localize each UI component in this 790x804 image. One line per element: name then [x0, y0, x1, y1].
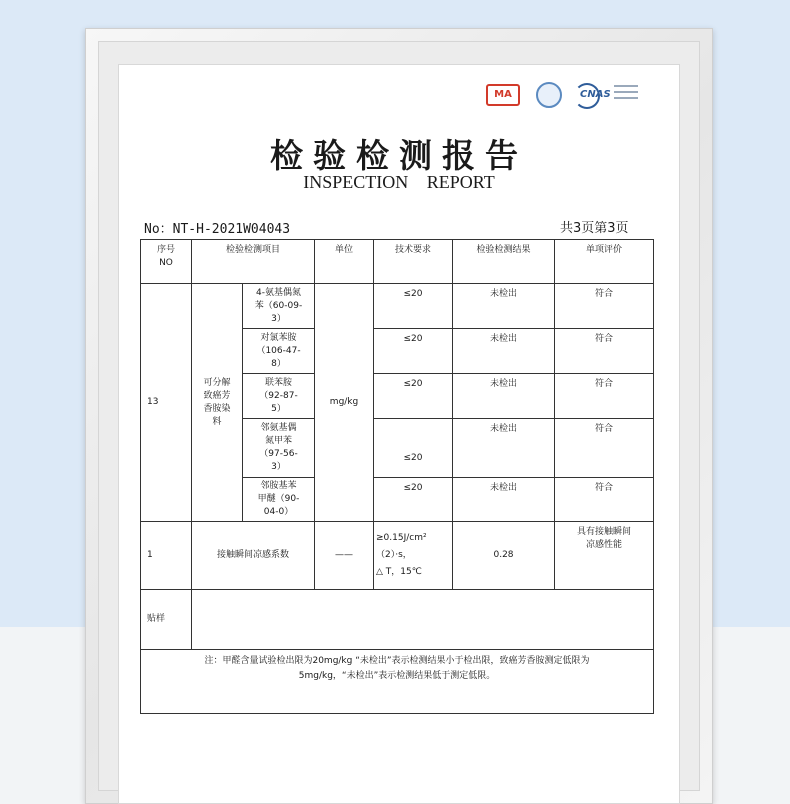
note-text: 注：甲醛含量试验检出限为20mg/kg “未检出”表示检测结果小于检出限，致癌芳香胺测定低限为 5mg/kg，“未检出”表示检测结果低于测定低限。: [204, 656, 590, 681]
item-cell: 对氯苯胺 （106-47- 8）: [243, 329, 315, 374]
cma-logo-icon: MA: [486, 84, 520, 106]
report-number: No：NT-H-2021W04043: [144, 222, 291, 237]
item-cell: 联苯胺 （92-87- 5）: [243, 374, 315, 419]
result-cell: 未检出: [453, 478, 555, 522]
inspection-table: [140, 239, 654, 714]
evaluation-cell: 符合: [555, 419, 654, 478]
unit-cell: ——: [315, 522, 374, 590]
evaluation-cell: 符合: [555, 329, 654, 374]
sample-row: [141, 590, 654, 650]
header-item: 检验检测项目: [192, 240, 315, 284]
requirement-cell: ≤20: [374, 374, 453, 419]
row-number: 1: [141, 522, 192, 590]
requirement-cell: ≤20: [374, 284, 453, 329]
note-cell: [141, 650, 654, 714]
report-title-chinese: 检验检测报告: [270, 136, 528, 175]
item-cell: 邻胺基苯 甲醚（90- 04-0）: [243, 478, 315, 522]
header-unit: 单位: [315, 240, 374, 284]
result-cell: 未检出: [453, 329, 555, 374]
evaluation-cell: 具有接触瞬间 凉感性能: [555, 522, 654, 590]
item-cell: 4-氨基偶氮 苯（60-09- 3）: [243, 284, 315, 329]
evaluation-cell: 符合: [555, 478, 654, 522]
evaluation-cell: 符合: [555, 374, 654, 419]
requirement-cell: ≥0.15J/cm² （2）·s， △ T，15℃: [374, 522, 453, 590]
requirement-cell: ≤20: [374, 419, 453, 478]
table-row: [141, 522, 654, 590]
result-cell: 0.28: [453, 522, 555, 590]
result-cell: 未检出: [453, 284, 555, 329]
report-title-english: INSPECTION REPORT: [303, 172, 495, 192]
certification-logos: [486, 82, 638, 112]
sample-area: [192, 590, 654, 650]
header-requirement: 技术要求: [374, 240, 453, 284]
requirement-cell: ≤20: [374, 329, 453, 374]
ilac-mra-logo-icon: [536, 82, 562, 108]
item-cell: 邻氨基偶 氮甲苯 （97-56- 3）: [243, 419, 315, 478]
cnas-logo-icon: CNAS: [574, 82, 638, 110]
requirement-cell: ≤20: [374, 478, 453, 522]
result-cell: 未检出: [453, 419, 555, 478]
row-number: 13: [141, 284, 192, 522]
item-cell: 接触瞬间凉感系数: [192, 522, 315, 590]
result-cell: 未检出: [453, 374, 555, 419]
header-no: 序号 NO: [141, 240, 192, 284]
unit-cell: mg/kg: [315, 284, 374, 522]
note-row: [141, 650, 654, 714]
sample-label: 贴样: [141, 590, 192, 650]
header-result: 检验检测结果: [453, 240, 555, 284]
page-indicator: 共3页第3页: [560, 221, 629, 236]
header-evaluation: 单项评价: [555, 240, 654, 284]
evaluation-cell: 符合: [555, 284, 654, 329]
table-row: [141, 284, 654, 329]
category-cell: 可分解 致癌芳 香胺染 料: [192, 284, 243, 522]
table-header-row: [141, 240, 654, 284]
